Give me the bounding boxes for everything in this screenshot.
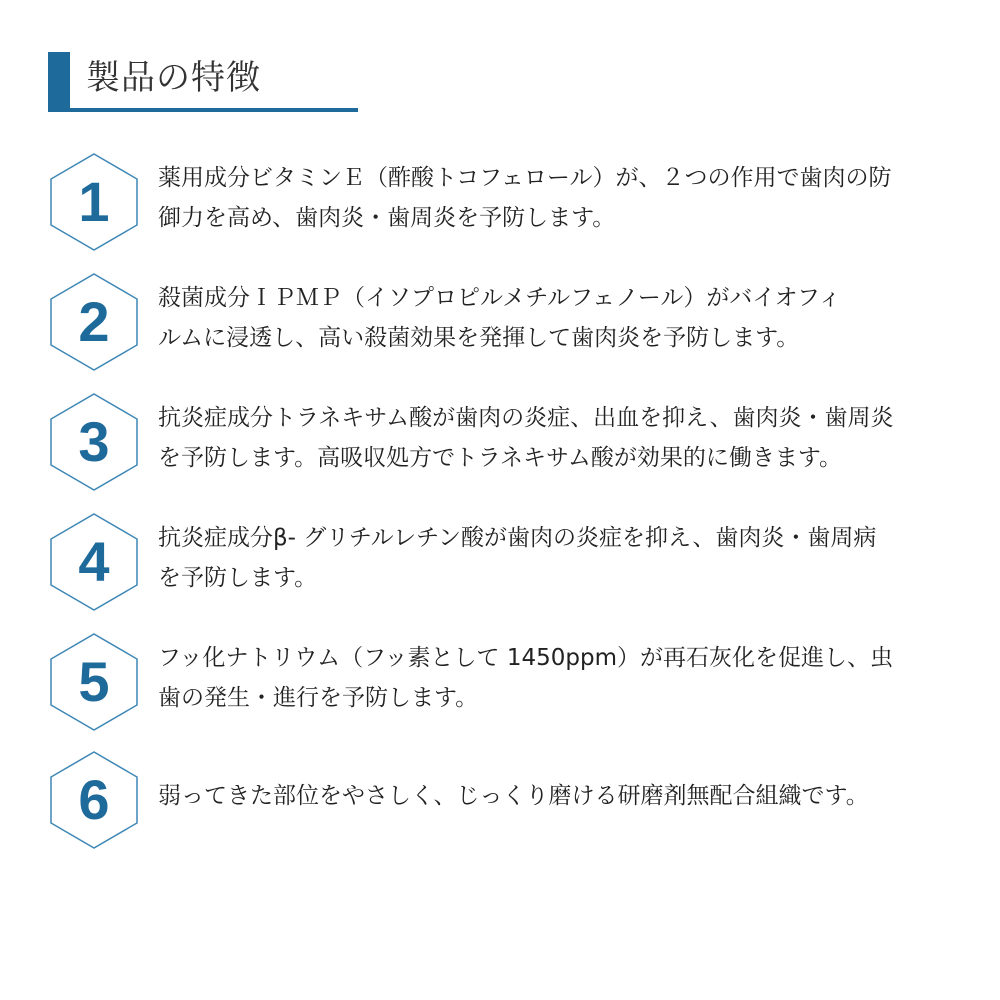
- feature-item-4: [48, 512, 978, 612]
- feature-number: 5: [78, 650, 110, 713]
- feature-number: 2: [78, 290, 110, 353]
- feature-description: 抗炎症成分トラネキサム酸が歯肉の炎症、出血を抑え、歯肉炎・歯周炎 を予防します。高吸収処方でトラネキサム酸が効果的に働きます。: [158, 405, 894, 471]
- feature-item-3: [48, 392, 978, 492]
- feature-number: 4: [78, 530, 110, 593]
- feature-item-6: [48, 750, 978, 850]
- page-title: 製品の特徴: [86, 58, 261, 98]
- feature-description: 殺菌成分ＩＰＭＰ（イソプロピルメチルフェノール）がバイオフィ ルムに浸透し、高い殺菌効果を発揮して歯肉炎を予防します。: [158, 285, 842, 351]
- feature-item-1: [48, 152, 978, 252]
- section-header: [48, 52, 358, 112]
- feature-description: 薬用成分ビタミンＥ（酢酸トコフェロール）が、２つの作用で歯肉の防 御力を高め、歯肉炎・歯周炎を予防します。: [158, 165, 892, 231]
- feature-item-5: [48, 632, 978, 732]
- title-underline: [48, 108, 358, 112]
- feature-item-2: [48, 272, 978, 372]
- feature-number: 6: [78, 768, 110, 831]
- feature-description: 抗炎症成分β- グリチルレチン酸が歯肉の炎症を抑え、歯肉炎・歯周病 を予防します。: [158, 525, 877, 591]
- feature-description: フッ化ナトリウム（フッ素として 1450ppm）が再石灰化を促進し、虫 歯の発生・進行を予防します。: [158, 645, 893, 711]
- feature-description: 弱ってきた部位をやさしく、じっくり磨ける研磨剤無配合組織です。: [158, 783, 869, 809]
- title-accent-bar: [48, 52, 70, 112]
- feature-number: 1: [78, 170, 110, 233]
- feature-number: 3: [78, 410, 110, 473]
